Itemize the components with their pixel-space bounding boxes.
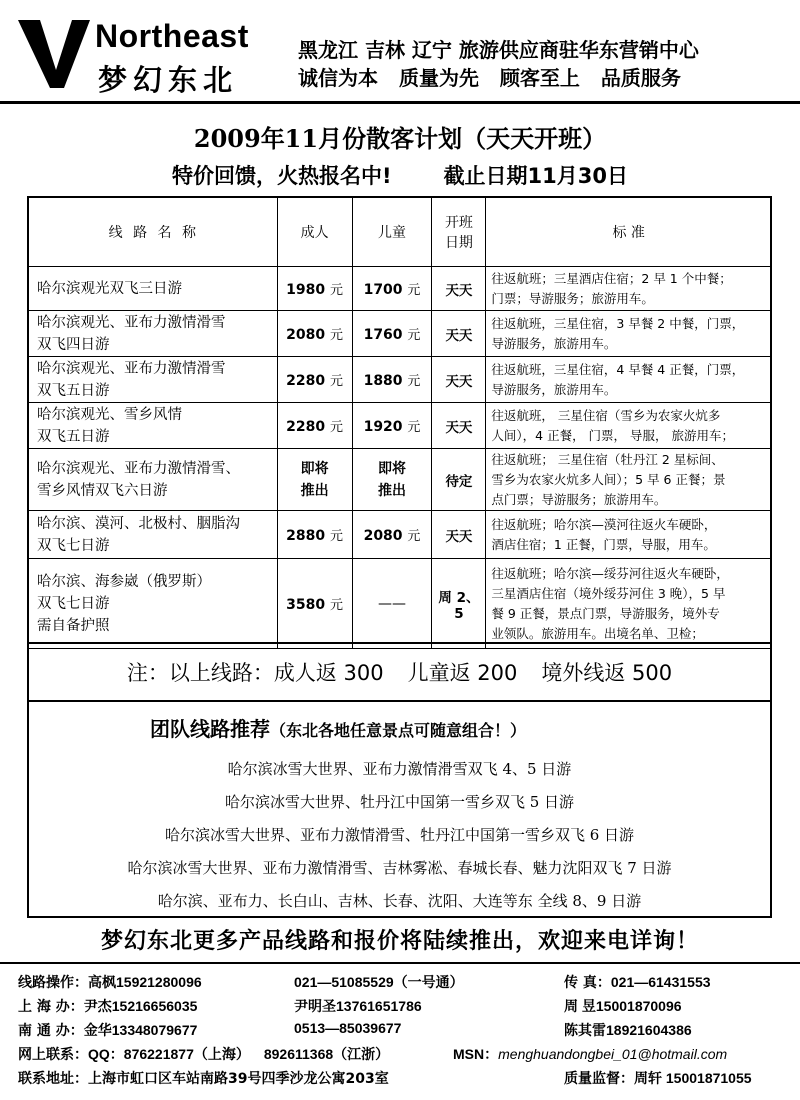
child-price: ——: [352, 559, 432, 649]
child-price: 1700 元: [352, 267, 432, 311]
team-route-line: 哈尔滨冰雪大世界、牡丹江中国第一雪乡双飞 5 日游: [224, 793, 575, 811]
tagline-values: 诚信为本 质量为先 顾客至上 品质服务: [298, 66, 681, 90]
team-route-line: 哈尔滨冰雪大世界、亚布力激情滑雪、牡丹江中国第一雪乡双飞 6 日游: [164, 826, 635, 844]
contact-phone: 0513—85039677: [294, 1020, 402, 1036]
team-title-main: 团队线路推荐: [150, 717, 270, 741]
contact-row-shanghai: [18, 996, 798, 1018]
departure-days: 天天: [432, 511, 486, 559]
child-price: 1920 元: [352, 403, 432, 449]
subtitle: [0, 160, 800, 190]
tagline-regions: 黑龙江 吉林 辽宁 旅游供应商驻华东营销中心: [298, 38, 699, 62]
contact-msn: MSN：menghuandongbei_01@hotmail.com: [453, 1046, 728, 1062]
child-price: 即将 推出: [352, 449, 432, 511]
route-standard: 往返航班，三星住宿，4 早餐 4 正餐，门票， 导游服务，旅游用车。: [486, 357, 772, 403]
promo-banner: 梦幻东北更多产品线路和报价将陆续推出，欢迎来电详询！: [100, 928, 699, 954]
contact-person: 陈其雷18921604386: [564, 1022, 692, 1038]
child-price: 1760 元: [352, 311, 432, 357]
adult-price: 2080 元: [277, 311, 352, 357]
contact-quality: 质量监督：周轩 15001871055: [564, 1070, 752, 1087]
child-price: 1880 元: [352, 357, 432, 403]
adult-price: 1980 元: [277, 267, 352, 311]
route-name: 哈尔滨观光、雪乡风情 双飞五日游: [28, 403, 278, 449]
departure-days: 天天: [432, 267, 486, 311]
contact-qq: 网上联系：QQ：876221877（上海） 892611368（江浙）: [18, 1046, 390, 1063]
rebate-adult: 注：以上线路：成人返 300: [126, 661, 384, 685]
subtitle-deadline: 截止日期11月30日: [443, 164, 629, 188]
child-price: 2080 元: [352, 511, 432, 559]
departure-days: 周 2、 5: [432, 559, 486, 649]
contact-section: [0, 962, 800, 1100]
adult-price: 2880 元: [277, 511, 352, 559]
departure-days: 天天: [432, 311, 486, 357]
header-standard: 标 准: [486, 197, 772, 267]
route-name: 哈尔滨观光、亚布力激情滑雪 双飞四日游: [28, 311, 278, 357]
route-standard: 往返航班，三星住宿，3 早餐 2 中餐，门票， 导游服务，旅游用车。: [486, 311, 772, 357]
table-row: [28, 357, 772, 403]
contact-phone: 021—51085529（一号通）: [294, 974, 464, 990]
contact-person: 周 昱15001870096: [564, 998, 682, 1014]
route-standard: 往返航班；哈尔滨—绥芬河往返火车硬卧， 三星酒店住宿（境外绥芬河住 3 晚），5 早 餐 9 正餐，景点门票，导游服务，境外专 业领队。旅游用车。出境名单、卫检；: [486, 559, 772, 649]
table-row: [28, 511, 772, 559]
table-row: [28, 403, 772, 449]
route-name: 哈尔滨观光双飞三日游: [28, 267, 278, 311]
routes-table: [27, 196, 772, 649]
route-name: 哈尔滨、海参崴（俄罗斯） 双飞七日游 需自备护照: [28, 559, 278, 649]
team-route-line: 哈尔滨、亚布力、长白山、吉林、长春、沈阳、大连等东 全线 8、9 日游: [157, 892, 642, 910]
contact-address: 联系地址：上海市虹口区车站南路39号四季沙龙公寓203室: [18, 1071, 389, 1087]
header-route-name: 线 路 名 称: [28, 197, 278, 267]
logo-chinese: 梦幻东北: [98, 63, 239, 97]
header: [0, 0, 800, 104]
adult-price: 2280 元: [277, 403, 352, 449]
departure-days: 天天: [432, 357, 486, 403]
logo-english: Northeast: [95, 18, 249, 54]
team-title-sub: （东北各地任意景点可随意组合！）: [270, 721, 527, 740]
contact-label: 线路操作：高枫15921280096: [18, 974, 202, 991]
contact-row-online: [18, 1044, 798, 1066]
route-standard: 往返航班；哈尔滨—漠河往返火车硬卧， 酒店住宿；1 正餐，门票，导服，用车。: [486, 511, 772, 559]
departure-days: 待定: [432, 449, 486, 511]
team-route-line: 哈尔滨冰雪大世界、亚布力激情滑雪双飞 4、5 日游: [227, 760, 572, 778]
contact-person: 尹明圣13761651786: [294, 998, 422, 1014]
table-row: [28, 267, 772, 311]
route-name: 哈尔滨、漠河、北极村、胭脂沟 双飞七日游: [28, 511, 278, 559]
table-row: [28, 559, 772, 649]
header-adult: 成人: [277, 197, 352, 267]
table-row: [28, 311, 772, 357]
departure-days: 天天: [432, 403, 486, 449]
adult-price: 3580 元: [277, 559, 352, 649]
subtitle-promo: 特价回馈，火热报名中!: [171, 164, 392, 188]
rebate-child: 儿童返 200: [407, 661, 518, 685]
page-title: 2009年11月份散客计划（天天开班）: [193, 124, 607, 153]
contact-row-address: [18, 1068, 798, 1090]
contact-label: 上 海 办：尹杰15216656035: [18, 998, 198, 1015]
header-days: [432, 197, 486, 267]
rebate-overseas: 境外线返 500: [541, 661, 673, 685]
rebate-note: [27, 642, 772, 702]
route-name: 哈尔滨观光、亚布力激情滑雪、 雪乡风情双飞六日游: [28, 449, 278, 511]
team-routes-title: [150, 713, 526, 742]
route-name: 哈尔滨观光、亚布力激情滑雪 双飞五日游: [28, 357, 278, 403]
route-standard: 往返航班， 三星住宿（雪乡为农家火炕多 人间），4 正餐， 门票， 导服， 旅游用车；: [486, 403, 772, 449]
route-standard: 往返航班； 三星住宿（牡丹江 2 星标间、 雪乡为农家火炕多人间）；5 早 6 正餐；景 点门票；导游服务；旅游用车。: [486, 449, 772, 511]
adult-price: 即将 推出: [277, 449, 352, 511]
header-days-line1: 开班: [444, 214, 473, 231]
contact-fax: 传 真：021—61431553: [564, 974, 711, 991]
header-days-line2: 日期: [444, 234, 473, 251]
contact-row-operations: [18, 972, 798, 994]
contact-label: 南 通 办：金华13348079677: [18, 1022, 198, 1039]
table-row: [28, 449, 772, 511]
contact-row-nantong: [18, 1020, 798, 1042]
adult-price: 2280 元: [277, 357, 352, 403]
team-route-line: 哈尔滨冰雪大世界、亚布力激情滑雪、吉林雾凇、春城长春、魅力沈阳双飞 7 日游: [127, 859, 672, 877]
header-child: 儿童: [352, 197, 432, 267]
v-logo-icon: [18, 18, 90, 90]
table-header-row: [28, 197, 772, 267]
route-standard: 往返航班；三星酒店住宿；2 早 1 个中餐； 门票；导游服务；旅游用车。: [486, 267, 772, 311]
